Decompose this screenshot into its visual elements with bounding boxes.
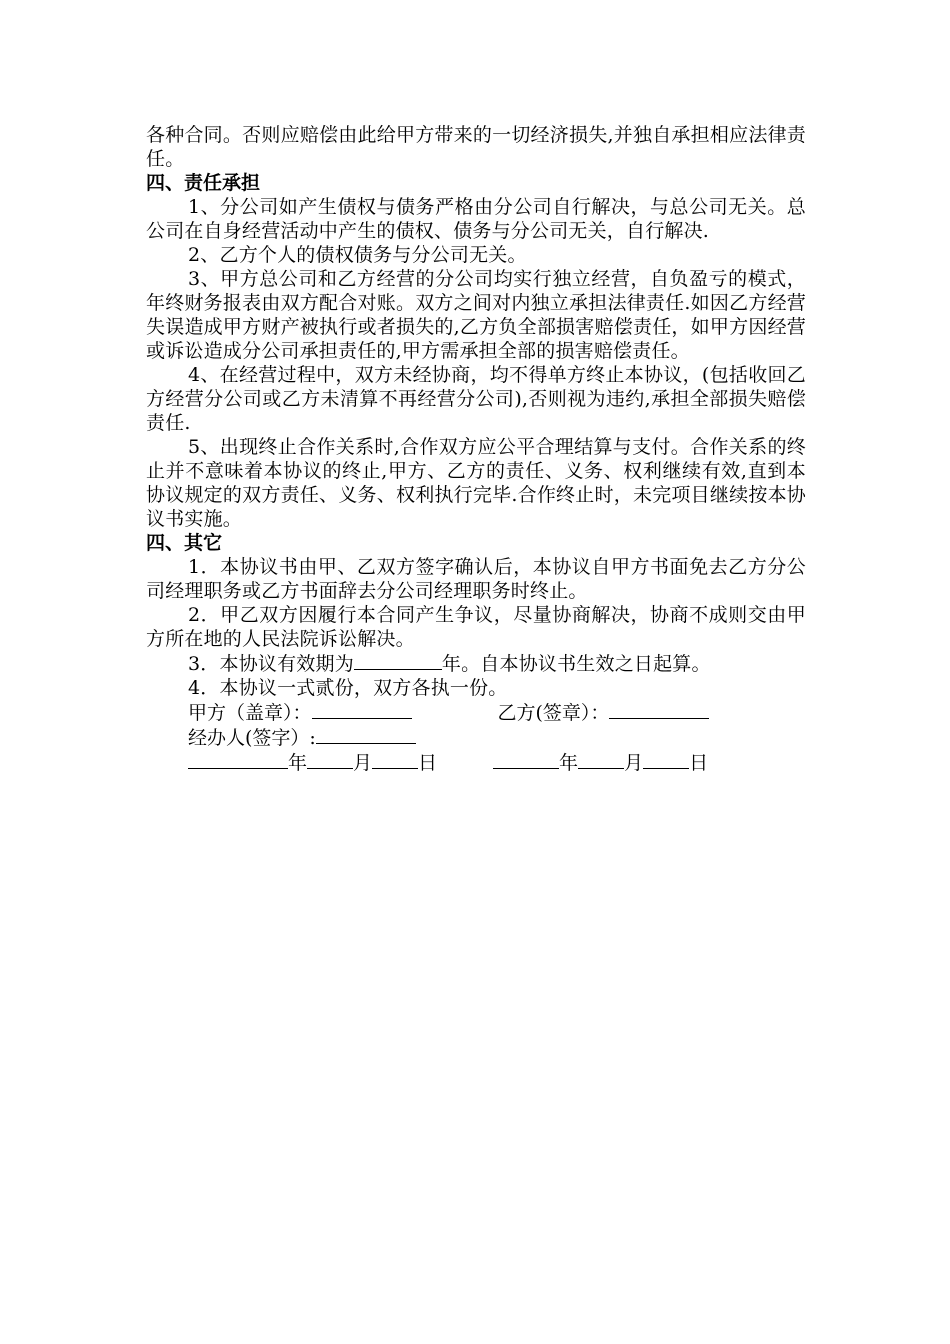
party-b-year-blank[interactable] — [493, 750, 559, 769]
party-b-year-label: 年 — [559, 752, 579, 774]
signature-row-dates — [146, 750, 806, 775]
party-a-year-blank[interactable] — [188, 750, 288, 769]
party-a-day-label: 日 — [418, 752, 438, 774]
party-a-month-label: 月 — [353, 752, 373, 774]
other-item-3-prefix: 3．本协议有效期为 — [188, 653, 354, 675]
party-a-year-label: 年 — [288, 752, 308, 774]
signature-row-agent — [146, 725, 806, 750]
party-a-label: 甲方（盖章）： — [188, 702, 312, 724]
signature-row-parties — [146, 700, 806, 725]
section-heading-responsibility: 四、责任承担 — [146, 172, 261, 194]
responsibility-item-1: 1、分公司如产生债权与债务严格由分公司自行解决，与总公司无关。总公司在自身经营活动中产生的债权、债务与分公司无关，自行解决. — [146, 196, 806, 242]
other-item-1: 1．本协议书由甲、乙双方签字确认后，本协议自甲方书面免去乙方分公司经理职务或乙方书面辞去分公司经理职务时终止。 — [146, 556, 806, 602]
responsibility-item-4: 4、在经营过程中，双方未经协商，均不得单方终止本协议，(包括收回乙方经营分公司或乙方未清算不再经营分公司),否则视为违约,承担全部损失赔偿责任. — [146, 364, 806, 434]
section-heading-other: 四、其它 — [146, 532, 223, 554]
agent-signature-blank[interactable] — [316, 725, 416, 744]
party-a-month-blank[interactable] — [307, 750, 353, 769]
responsibility-item-5: 5、出现终止合作关系时,合作双方应公平合理结算与支付。合作关系的终止并不意味着本协议的终止,甲方、乙方的责任、义务、权利继续有效,直到本协议规定的双方责任、义务、权利执行完毕.合作终止时，未完项目继续按本协议书实施。 — [146, 436, 806, 530]
responsibility-item-3: 3、甲方总公司和乙方经营的分公司均实行独立经营，自负盈亏的模式，年终财务报表由双方配合对账。双方之间对内独立承担法律责任.如因乙方经营失误造成甲方财产被执行或者损失的,乙方负全部损害赔偿责任，如甲方因经营或诉讼造成分公司承担责任的,甲方需承担全部的损害赔偿责任。 — [146, 268, 806, 362]
party-b-month-label: 月 — [624, 752, 644, 774]
document-page — [146, 123, 806, 775]
party-a-day-blank[interactable] — [372, 750, 418, 769]
continuation-paragraph: 各种合同。否则应赔偿由此给甲方带来的一切经济损失,并独自承担相应法律责任。 — [146, 124, 806, 170]
responsibility-item-2: 2、乙方个人的债权债务与分公司无关。 — [188, 244, 527, 266]
other-item-4: 4．本协议一式贰份，双方各执一份。 — [188, 677, 508, 699]
party-a-signature-blank[interactable] — [312, 700, 412, 719]
party-b-signature-blank[interactable] — [609, 700, 709, 719]
other-item-3-suffix: 年。自本协议书生效之日起算。 — [441, 653, 711, 675]
other-item-2: 2．甲乙双方因履行本合同产生争议，尽量协商解决，协商不成则交由甲方所在地的人民法院诉讼解决。 — [146, 604, 806, 650]
party-b-day-blank[interactable] — [643, 750, 689, 769]
agent-label: 经办人(签字）: — [188, 727, 316, 749]
party-b-day-label: 日 — [689, 752, 709, 774]
validity-years-blank[interactable] — [354, 651, 442, 670]
party-b-month-blank[interactable] — [578, 750, 624, 769]
other-item-3 — [146, 651, 806, 676]
party-b-label: 乙方(签章）： — [497, 702, 610, 724]
